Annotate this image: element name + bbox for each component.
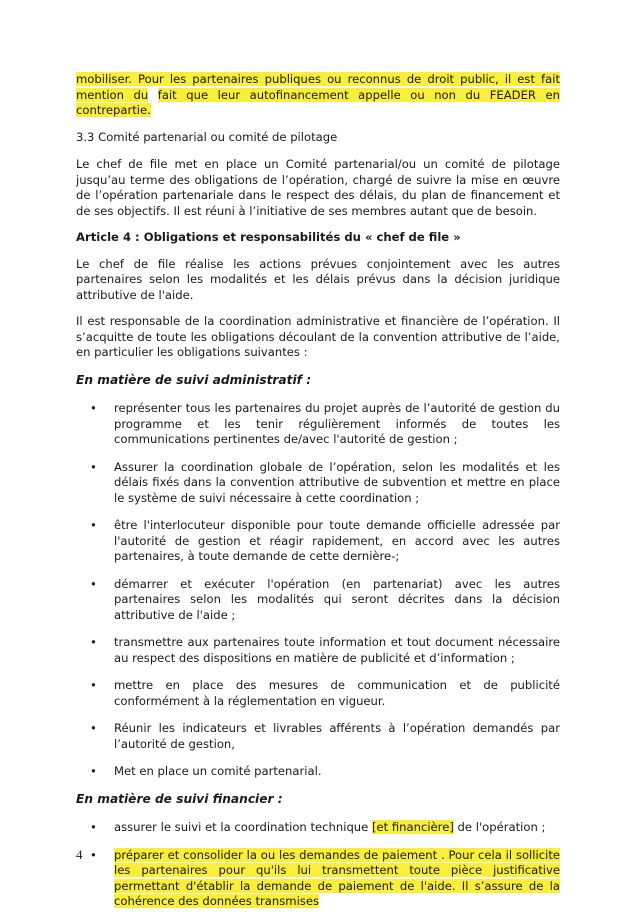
list-item-text: représenter tous les partenaires du projet auprès de l’autorité de gestion du programme et les tenir régulièrement informés de toutes les communications pertinentes de/avec l'autorité de gestion ; (114, 401, 560, 446)
bullet-icon: • (90, 764, 97, 778)
list-item (76, 577, 560, 624)
list-item (76, 460, 560, 507)
bullet-icon: • (90, 820, 97, 834)
list-item-text: assurer le suivi et la coordination technique (114, 820, 372, 834)
article-4-paragraph-2: Il est responsable de la coordination administrative et financière de l’opération. Il s’acquitte de toute les obligations découlant de la convention attributive de l’aide, en particulier les obligations suivantes : (76, 314, 560, 359)
bullet-icon: • (90, 518, 97, 532)
list-item-text: Réunir les indicateurs et livrables afférents à l’opération demandés par l’autorité de gestion, (114, 721, 560, 751)
section-3-3-paragraph: Le chef de file met en place un Comité partenarial/ou un comité de pilotage jusqu’au terme des obligations de l’opération, chargé de suivre la mise en œuvre de l’opération partenariale dans le respect des délais, du plan de financement et de ses objectifs. Il est réuni à l’initiative de ses membres autant que de besoin. (76, 157, 560, 218)
financial-follow-up-heading: En matière de suivi financier : (76, 791, 283, 806)
list-item-text: de l'opération ; (453, 820, 546, 834)
bullet-icon: • (90, 576, 97, 591)
list-item-text: mettre en place des mesures de communication et de publicité conformément à la réglementation en vigueur. (114, 678, 560, 708)
bullet-icon: • (90, 847, 97, 862)
page-number: 4 (76, 847, 83, 862)
highlighted-text: mobiliser. Pour les partenaires publiques ou reconnus de droit public, il est fait mention du (76, 72, 560, 102)
highlighted-intro-paragraph (76, 72, 560, 119)
highlighted-text: préparer et consolider la ou les demandes de paiement . Pour cela il sollicite les partenaires pour qu'ils lui transmettent toute pièce justificative permettant d'établir la demande de paiement de l'aide. Il s’assure de la cohérence des données transmises (114, 847, 560, 908)
admin-follow-up-heading: En matière de suivi administratif : (76, 372, 312, 387)
page-content (76, 72, 560, 922)
bullet-icon: • (90, 635, 97, 649)
list-item (76, 721, 560, 752)
list-item (76, 820, 560, 836)
highlighted-text: [et financière] (371, 820, 454, 834)
bullet-icon: • (90, 678, 97, 692)
list-item (76, 635, 560, 666)
bullet-icon: • (90, 459, 97, 474)
list-item (76, 401, 560, 448)
financial-obligations-list (76, 820, 560, 910)
list-item (76, 764, 560, 780)
list-item-text: transmettre aux partenaires toute information et tout document nécessaire au respect des dispositions en matière de publicité et d’information ; (114, 635, 560, 665)
list-item-text: Assurer la coordination globale de l’opération, selon les modalités et les délais fixés dans la convention attributive de subvention et mettre en place le système de suivi nécessaire à cette coordination ; (114, 459, 560, 505)
highlighted-text: fait que leur autofinancement appelle ou non du FEADER en contrepartie. (76, 87, 560, 117)
list-item (76, 518, 560, 565)
list-item-text: démarrer et exécuter l'opération (en partenariat) avec les autres partenaires selon les modalités qui seront décrites dans la décision attributive de l'aide ; (114, 576, 560, 622)
article-4-paragraph-1: Le chef de file réalise les actions prévues conjointement avec les autres partenaires selon les modalités et les délais prévus dans la décision juridique attributive de l'aide. (76, 256, 560, 302)
list-item-text: être l'interlocuteur disponible pour toute demande officielle adressée par l'autorité de gestion et réagir rapidement, en accord avec les autres partenaires, à toute demande de cette dernière-; (114, 518, 560, 563)
list-item (76, 678, 560, 709)
list-item-text: Met en place un comité partenarial. (114, 764, 322, 778)
bullet-icon: • (90, 401, 97, 415)
list-item (76, 848, 560, 910)
bullet-icon: • (90, 721, 97, 735)
admin-obligations-list (76, 401, 560, 780)
article-4-title: Article 4 : Obligations et responsabilités du « chef de file » (76, 230, 461, 244)
section-3-3-heading: 3.3 Comité partenarial ou comité de pilotage (76, 129, 338, 144)
